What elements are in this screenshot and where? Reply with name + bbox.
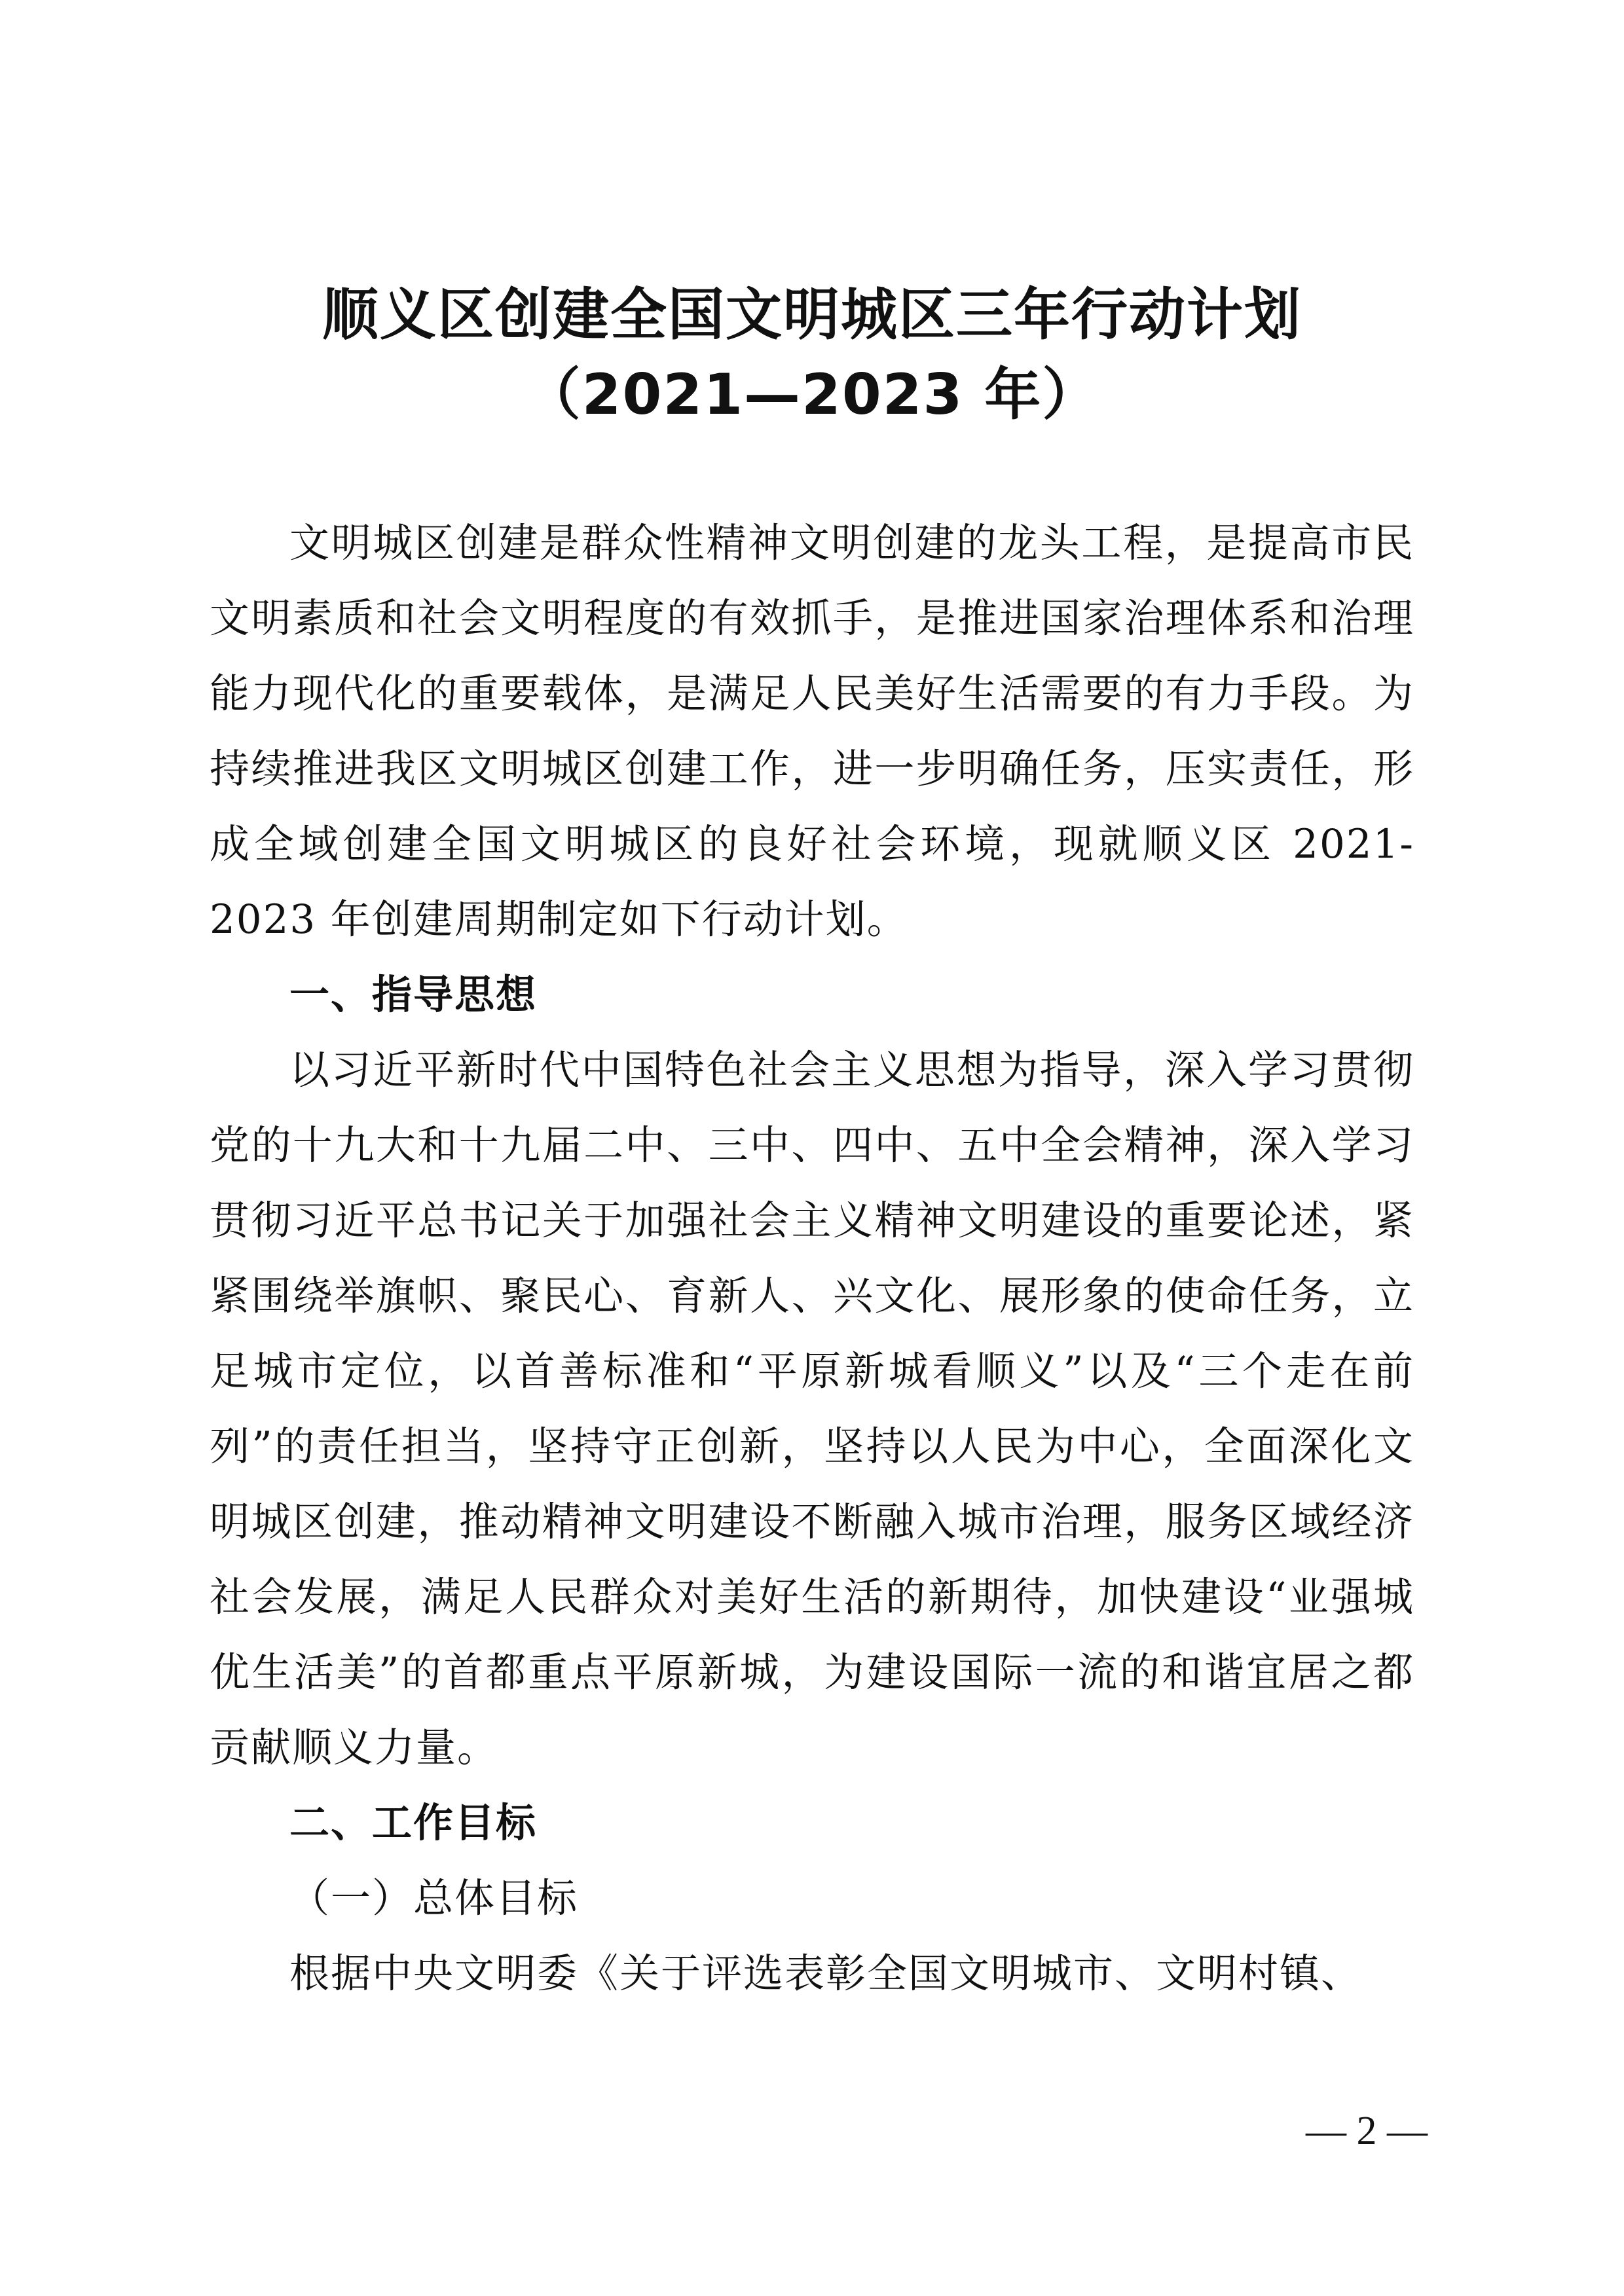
section2-heading: 二、工作目标 [289, 1800, 538, 1846]
page-number: — 2 — [1306, 2109, 1428, 2153]
section2-subheading: （一）总体目标 [289, 1875, 579, 1922]
title-line-2: （2021—2023 年） [524, 362, 1100, 428]
title-line-1: 顺义区创建全国文明城区三年行动计划 [322, 282, 1302, 348]
section1-heading: 一、指导思想 [289, 972, 538, 1018]
intro-paragraph: 文明城区创建是群众性精神文明创建的龙头工程，是提高市民文明素质和社会文明程度的有效抓手，是推进国家治理体系和治理能力现代化的重要载体，是满足人民美好生活需要的有力手段。为持续推进我区文明城区创建工作，进一步明确任务，压实责任，形成全域创建全国文明城区的良好社会环境，现就顺义区 2021-2023 年创建周期制定如下行动计划。 [210, 520, 1414, 943]
section2-paragraph: 根据中央文明委《关于评选表彰全国文明城市、文明村镇、 [289, 1950, 1363, 1997]
document-body [210, 505, 1414, 2011]
section1-paragraph: 以习近平新时代中国特色社会主义思想为指导，深入学习贯彻党的十九大和十九届二中、三中、四中、五中全会精神，深入学习贯彻习近平总书记关于加强社会主义精神文明建设的重要论述，紧紧围绕举旗帜、聚民心、育新人、兴文化、展形象的使命任务，立足城市定位，以首善标准和“平原新城看顺义”以及“三个走在前列”的责任担当，坚持守正创新，坚持以人民为中心，全面深化文明城区创建，推动精神文明建设不断融入城市治理，服务区域经济社会发展，满足人民群众对美好生活的新期待，加快建设“业强城优生活美”的首都重点平原新城，为建设国际一流的和谐宜居之都贡献顺义力量。 [210, 1047, 1414, 1771]
document-title [196, 275, 1428, 435]
